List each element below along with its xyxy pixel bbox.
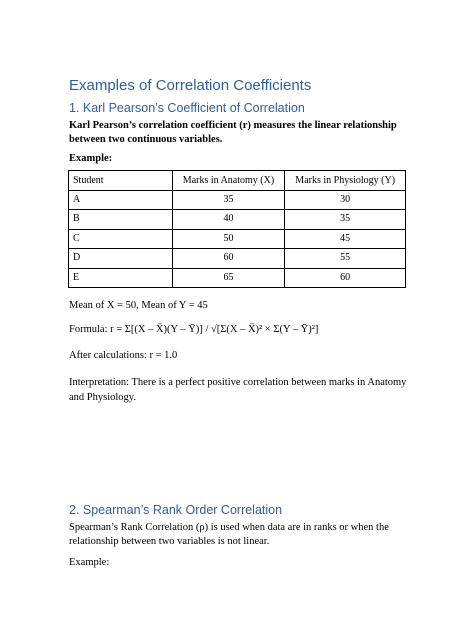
page-title: Examples of Correlation Coefficients: [69, 77, 312, 94]
formula-text: Formula: r = Σ[(X – X̄)(Y – Ȳ)] / √[Σ(X – X̄)² × Σ(Y – Ȳ)²]: [69, 324, 319, 335]
marks-table: [68, 170, 406, 288]
table-header-row: [69, 171, 406, 191]
section-1-intro-line-2: between two continuous variables.: [69, 134, 223, 145]
table-row: [69, 268, 406, 288]
table-header-cell: Marks in Anatomy (X): [172, 171, 285, 191]
table-cell: C: [69, 229, 173, 249]
table-row: [69, 190, 406, 210]
table-cell: 40: [172, 210, 285, 230]
table-cell: 50: [172, 229, 285, 249]
table-cell: 60: [172, 249, 285, 269]
table-row: [69, 249, 406, 269]
table-cell: 65: [172, 268, 285, 288]
table-cell: 30: [285, 190, 406, 210]
table-cell: 35: [172, 190, 285, 210]
table-cell: 45: [285, 229, 406, 249]
section-2-heading: 2. Spearman’s Rank Order Correlation: [69, 503, 283, 517]
table-header-cell: Student: [69, 171, 173, 191]
table-cell: A: [69, 190, 173, 210]
section-1-intro-line-1: Karl Pearson’s correlation coefficient (r) measures the linear relationship: [69, 120, 397, 131]
section-2-intro-line-2: relationship between two variables is not linear.: [69, 536, 270, 547]
section-2-intro-line-1: Spearman’s Rank Correlation (ρ) is used when data are in ranks or when the: [69, 522, 389, 533]
table-header-cell: Marks in Physiology (Y): [285, 171, 406, 191]
section-1-heading: 1. Karl Pearson’s Coefficient of Correlation: [69, 101, 305, 115]
table-row: [69, 210, 406, 230]
table-cell: B: [69, 210, 173, 230]
section-1-example-label: Example:: [69, 153, 113, 164]
interpretation-line-1: Interpretation: There is a perfect positive correlation between marks in Anatomy: [69, 377, 407, 388]
means-text: Mean of X = 50, Mean of Y = 45: [69, 300, 208, 311]
section-2-example-label: Example:: [69, 557, 110, 568]
table-cell: 35: [285, 210, 406, 230]
table-cell: E: [69, 268, 173, 288]
table-cell: 60: [285, 268, 406, 288]
table-cell: 55: [285, 249, 406, 269]
table-row: [69, 229, 406, 249]
table-cell: D: [69, 249, 173, 269]
interpretation-line-2: and Physiology.: [69, 392, 136, 403]
after-calculations-text: After calculations: r = 1.0: [69, 350, 178, 361]
